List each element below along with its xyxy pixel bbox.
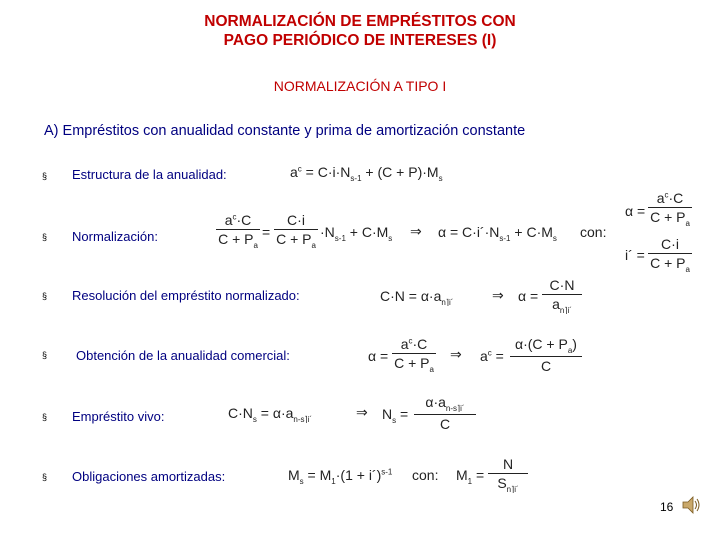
implies-icon: ⇒ (356, 404, 368, 420)
bullet-6: § (42, 472, 48, 482)
bullet-1: § (42, 171, 48, 181)
label-emprestito-vivo: Empréstito vivo: (72, 409, 165, 424)
con-label-1: con: (580, 224, 607, 240)
bullet-2: § (42, 232, 48, 242)
bullet-4: § (42, 350, 48, 360)
page-title (0, 12, 720, 50)
title-line-1: NORMALIZACIÓN DE EMPRÉSTITOS CON (204, 13, 516, 30)
implies-icon: ⇒ (410, 223, 422, 239)
label-normalizacion: Normalización: (72, 229, 158, 244)
bullet-5: § (42, 412, 48, 422)
con-label-2: con: (412, 467, 439, 483)
label-obligaciones: Obligaciones amortizadas: (72, 469, 226, 484)
implies-icon: ⇒ (450, 346, 462, 362)
page-number: 16 (660, 500, 674, 514)
speaker-icon[interactable] (680, 494, 702, 521)
subtitle: NORMALIZACIÓN A TIPO I (273, 78, 447, 94)
title-line-2: PAGO PERIÓDICO DE INTERESES (I) (223, 32, 497, 49)
label-estructura: Estructura de la anualidad: (72, 167, 227, 182)
label-resolucion: Resolución del empréstito normalizado: (72, 288, 300, 303)
implies-icon: ⇒ (492, 287, 504, 303)
section-heading: A) Empréstitos con anualidad constante y prima de amortización constante (44, 123, 526, 139)
formula-estructura: $a^c = C\cdot i\cdot N_{s-1} + (C + P)\cdot M_s$ (290, 164, 443, 183)
label-anualidad-comercial: Obtención de la anualidad comercial: (76, 348, 290, 363)
bullet-3: § (42, 291, 48, 301)
